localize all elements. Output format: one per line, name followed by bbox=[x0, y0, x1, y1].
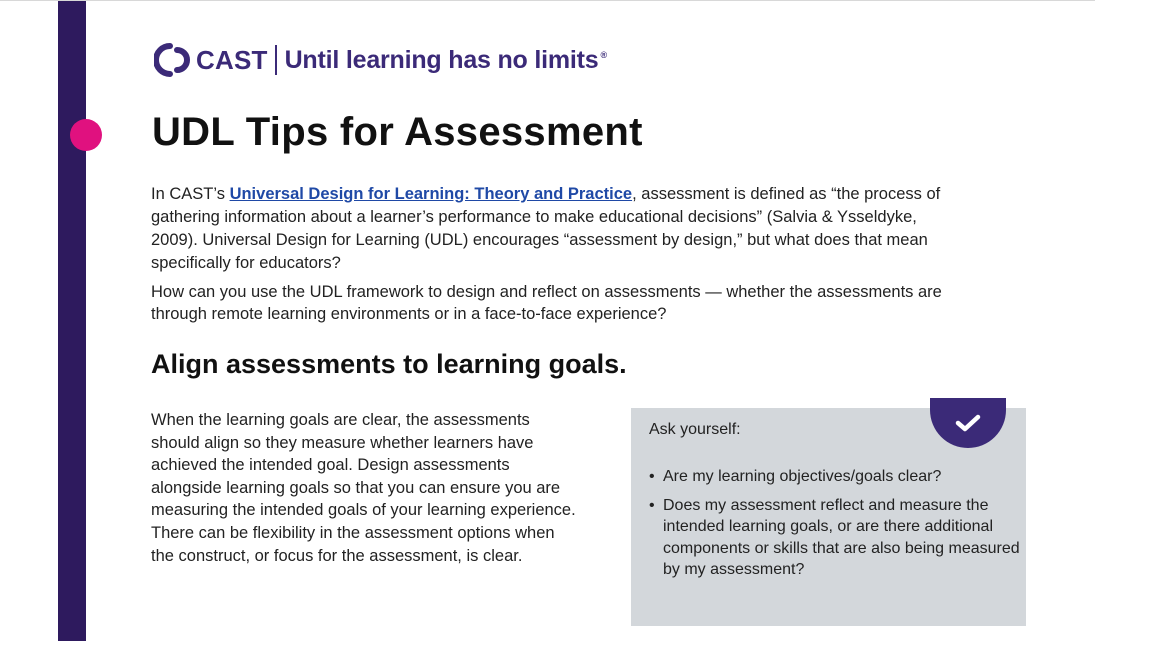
ask-list bbox=[649, 466, 1021, 588]
ask-title: Ask yourself: bbox=[649, 421, 741, 438]
intro-paragraph bbox=[151, 183, 951, 275]
checkmark-icon bbox=[954, 413, 982, 433]
ask-yourself-callout bbox=[631, 408, 1026, 626]
bullet-marker: • bbox=[649, 496, 655, 514]
intro-suffix: , assessment is defined as “the process of gathering information about a learner’s performance to make educational decisions” (Salvia & Ysseldyke, 2009). Universal Design for Learning (UDL) encourages “assessment by design,” but what does that mean specifically for educators? bbox=[151, 185, 941, 272]
cast-logo-icon bbox=[154, 42, 192, 78]
ask-item bbox=[649, 466, 1021, 488]
page-title: UDL Tips for Assessment bbox=[152, 110, 643, 154]
ask-badge bbox=[930, 398, 1006, 448]
logo-name: CAST bbox=[196, 44, 268, 75]
sidebar-dot bbox=[70, 119, 102, 151]
guiding-question: How can you use the UDL framework to design and reflect on assessments — whether the assessments are through remote learning environments or in a face-to-face experience? bbox=[151, 283, 942, 323]
logo-separator bbox=[275, 45, 277, 75]
ask-item-text: Does my assessment reflect and measure the intended learning goals, or are there additional components or skills that are also being measured by my assessment? bbox=[663, 496, 1020, 578]
registered-mark: ® bbox=[600, 50, 607, 61]
section-heading: Align assessments to learning goals. bbox=[151, 349, 627, 379]
ask-item bbox=[649, 495, 1021, 581]
sidebar-bar bbox=[58, 1, 86, 641]
ask-item-text: Are my learning objectives/goals clear? bbox=[663, 468, 942, 485]
logo-tagline-text: Until learning has no limits bbox=[284, 45, 599, 74]
cast-logo bbox=[154, 42, 607, 78]
intro-prefix: In CAST’s bbox=[151, 185, 230, 203]
bullet-marker: • bbox=[649, 468, 655, 485]
section-body: When the learning goals are clear, the assessments should align so they measure whether learners have achieved the intended goal. Design assessments alongside learning goals so that you can ensure you are measuring the intended goals of your learning experience. There can be flexibility in the assessment options when the construct, or focus for the assessment, is clear. bbox=[151, 411, 576, 565]
udl-book-link[interactable]: Universal Design for Learning: Theory and Practice bbox=[229, 185, 633, 203]
logo-tagline bbox=[285, 46, 607, 75]
